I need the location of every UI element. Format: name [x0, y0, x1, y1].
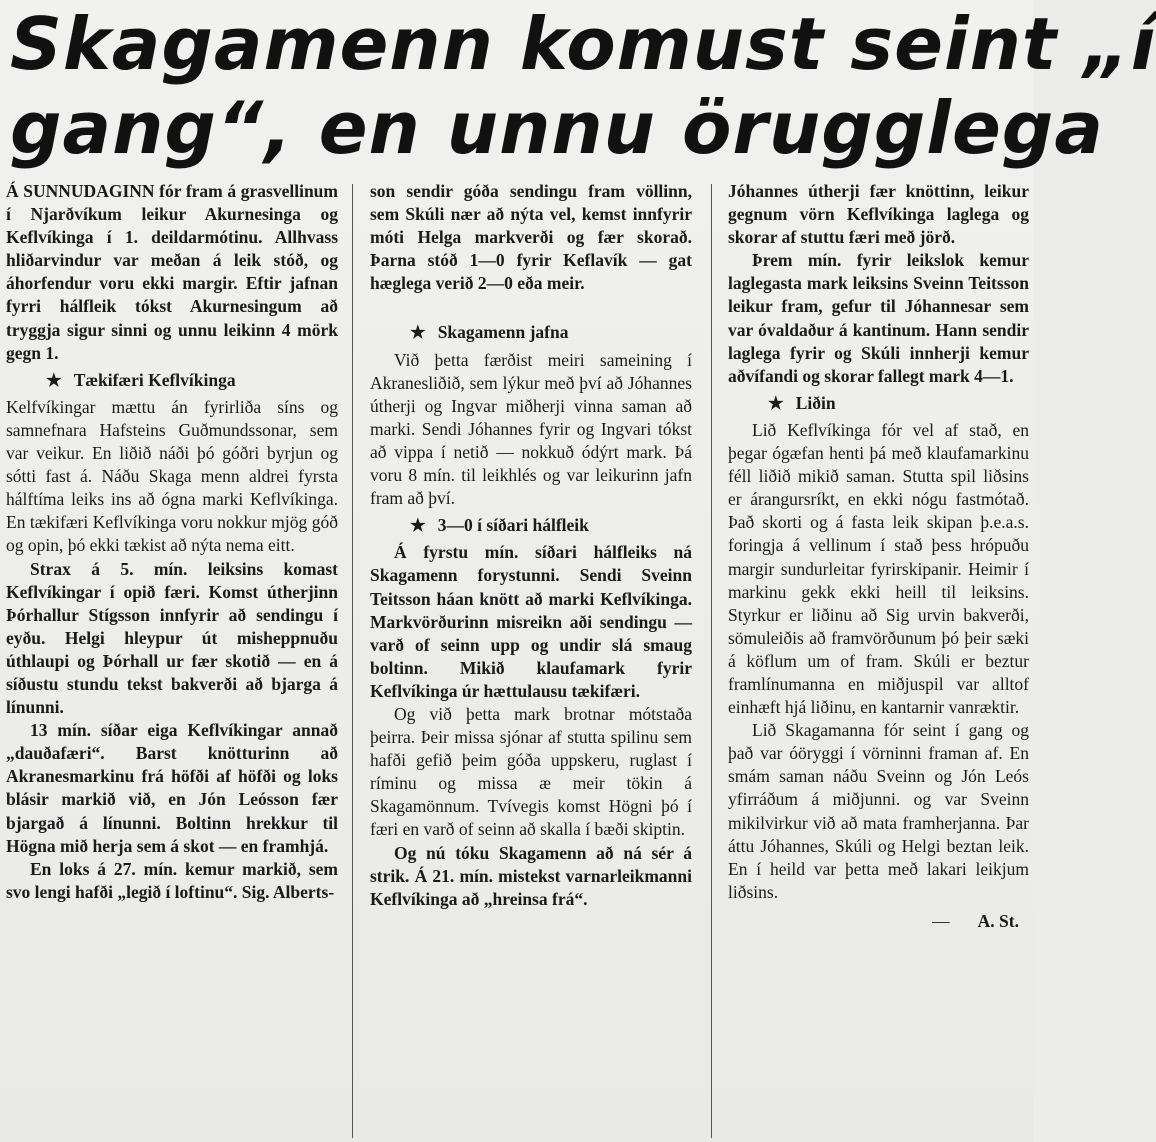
body-paragraph: Við þetta færðist meiri sameining í Akranesliðið, sem lýkur með því að Jóhannes útherji og Ingvar miðherji vinna saman að marki. Sendi Jóhannes fyrir og Ingvari tókst að vippa í netið — nokkuð ódýrt mark. Þá voru 8 mín. til leikhlés og var leikurinn jafn fram að því. [370, 349, 692, 509]
subheading-text: Skagamenn jafna [437, 322, 569, 343]
body-paragraph: 13 mín. síðar eiga Keflvíkingar annað „dauðafæri“. Barst knötturinn að Akranesmarkinu frá höfði af höfði og loks blásir markið við, en Jón Leósson fær bjargað á línunni. Boltinn hrekkur til Högna mið herja sem á skot — en framhjá. [6, 720, 338, 856]
body-paragraph: Kelfvíkingar mættu án fyrirliða síns og samnefnara Hafsteins Guðmundssonar, sem var veikur. En liðið náði þó góðri byrjun og sótti fast á. Náðu Skaga menn aldrei fyrsta hálftíma leiks ins að ógna marki Keflvíkinga. En tækifæri Keflvíkinga voru nokkur mjög góð og opin, þó ekki tækist að nýta nema eitt. [6, 396, 338, 556]
body-paragraph: Strax á 5. mín. leiksins komast Keflvíkingar í opið færi. Komst útherjinn Þórhallur Stígsson innfyrir að sendingu í eyðu. Helgi hleypur út misheppnuðu úthlaupi og Þórhall ur fær skotið — en á síðustu stundu tekst bakverði að bjarga á línunni. [6, 558, 338, 718]
article-column-1 [6, 180, 338, 1138]
lead-paragraph: Á SUNNUDAGINN fór fram á grasvellinum í Njarðvíkum leikur Akurnesinga og Keflvíkinga í 1. deildarmótinu. Allhvass hliðarvindur var meðan á leik stóð, og áhorfendur voru ekki margir. Eftir jafnan fyrri hálfleik tókst Akurnesingum að tryggja sigur sinni og unnu leikinn 4 mörk gegn 1. [6, 181, 338, 363]
body-paragraph: Og nú tóku Skagamenn að ná sér á strik. Á 21. mín. mistekst varnarleikmanni Keflvíkinga að „hreinsa frá“. [370, 842, 692, 909]
headline [10, 2, 1156, 170]
subheading [6, 369, 338, 392]
body-paragraph: En loks á 27. mín. kemur markið, sem svo lengi hafði „legið í loftinu“. Sig. Alberts- [6, 858, 338, 902]
spacer [370, 295, 692, 317]
byline-dash: — [932, 910, 950, 931]
star-icon: ★ [410, 322, 426, 343]
article-column-3 [728, 180, 1029, 1138]
star-icon: ★ [768, 392, 784, 413]
headline-line-1: Skagamenn komust seint „í [10, 2, 1156, 86]
byline-author: A. St. [977, 910, 1019, 931]
body-paragraph: Á fyrstu mín. síðari hálfleiks ná Skagamenn forystunni. Sendi Sveinn Teitsson háan knött að marki Keflvíkinga. Markvörðurinn misreikn aði sendingu — varð of seinn upp og undir slá smaug boltinn. Mikið klaufamark fyrir Keflvíkinga úr hættulausu tækifæri. [370, 542, 692, 701]
body-paragraph: Lið Keflvíkinga fór vel af stað, en þegar ógæfan henti þá með klaufamarkinu féll liðið mikið saman. Stutta spil liðsins er árangursríkt, en ekki nógu fastmótað. Það skorti og á fasta leik skipan þ.e.a.s. foringja á vellinum í stað þess hrópuðu margir sundurleitar fyrirskipanir. Heimir í markinu gekk ekki heill til leiksins. Styrkur er liðinu að Sig urvin bakverði, sömuleiðis að framvörðunum þó þeir sæki á köflum um of fram. Skúli er beztur framlínumanna en miðjuspil var alltof einhæft hjá liðinu, en kantarnir vanræktir. [728, 419, 1029, 718]
body-paragraph: son sendir góða sendingu fram völlinn, sem Skúli nær að nýta vel, kemst innfyrir móti Helga markverði og fær skorað. Þarna stóð 1—0 fyrir Keflavík — gat hæglega verið 2—0 eða meir. [370, 181, 692, 294]
subheading-text: Tækifæri Keflvíkinga [73, 369, 236, 390]
body-paragraph: Og við þetta mark brotnar mótstaða þeirra. Þeir missa sjónar af stutta spilinu sem hafði gefið þeim góða uppskeru, ruglast í ríminu og missa æ meir tökin á Skagamönnum. Tvívegis komst Högni þó í færi en varð of seinn að skalla í bæði skiptin. [370, 703, 692, 840]
body-paragraph: Þrem mín. fyrir leikslok kemur laglegasta mark leiksins Sveinn Teitsson leikur fram, gefur til Jóhannesar sem var óvaldaður á kantinum. Hann sendir laglega fyrir og Skúli innherji kemur aðvífandi og skorar fallegt mark 4—1. [728, 250, 1029, 386]
subheading [370, 514, 692, 537]
body-paragraph: Lið Skagamanna fór seint í gang og það var óöryggi í vörninni framan af. En smám saman náðu Sveinn og Jón Leós yfirráðum á miðjunni. og var Sveinn mikilvirkur við að mata framherjanna. Þar áttu Jóhannes, Skúli og Helgi beztan leik. En í heild var þetta með lakari leikjum liðsins. [728, 720, 1029, 902]
body-paragraph: Jóhannes útherji fær knöttinn, leikur gegnum vörn Keflvíkinga laglega og skorar af stuttu færi með jörð. [728, 181, 1029, 248]
star-icon: ★ [410, 515, 426, 536]
byline [728, 910, 1029, 933]
article-column-2 [370, 180, 692, 1138]
star-icon: ★ [46, 369, 62, 390]
subheading-text: Liðin [795, 392, 836, 413]
subheading-text: 3—0 í síðari hálfleik [437, 515, 589, 536]
column-divider [352, 184, 353, 1138]
subheading [728, 392, 1029, 415]
headline-line-2: gang“, en unnu örugglega [10, 86, 1104, 170]
subheading [370, 321, 692, 344]
column-divider [711, 184, 712, 1138]
